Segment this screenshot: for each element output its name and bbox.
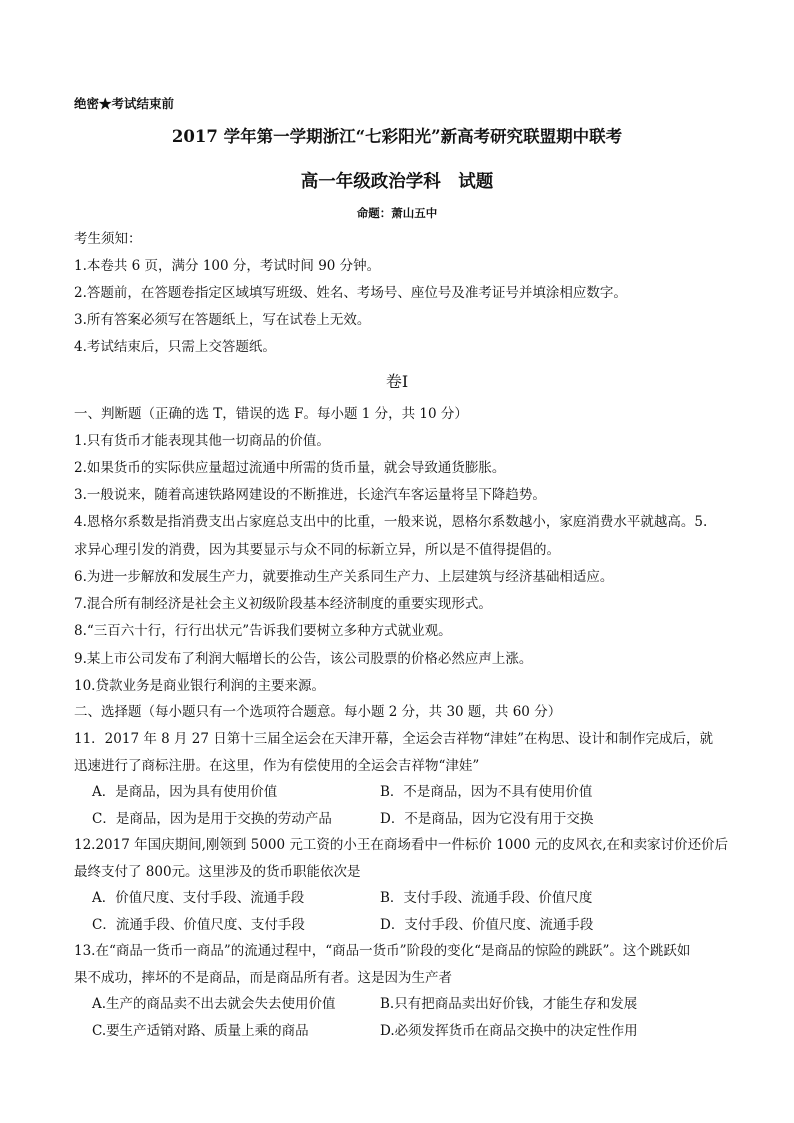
confidential-tag: 绝密★考试结束前 <box>74 96 175 111</box>
option-b: B．不是商品，因为不具有使用价值 <box>380 784 593 800</box>
judgment-item: 1.只有货币才能表现其他一切商品的价值。 <box>74 433 330 449</box>
section2-heading: 二、选择题（每小题只有一个选项符合题意。每小题 2 分，共 30 题，共 60 分） <box>74 704 562 720</box>
question-stem: 11．2017 年 8 月 27 日第十三届全运会在天津开幕，全运会吉祥物“津娃”在构思、设计和制作完成后，就 <box>74 731 714 747</box>
section1-heading: 一、判断题（正确的选 T，错误的选 F。每小题 1 分，共 10 分） <box>74 406 468 422</box>
option-b: B．支付手段、流通手段、价值尺度 <box>380 890 593 906</box>
notice-item: 4.考试结束后，只需上交答题纸。 <box>74 339 276 355</box>
option-d: D．不是商品，因为它没有用于交换 <box>380 811 594 827</box>
question-stem: 迅速进行了商标注册。在这里，作为有偿使用的全运会吉祥物“津娃” <box>74 758 480 774</box>
judgment-item: 2.如果货币的实际供应量超过流通中所需的货币量，就会导致通货膨胀。 <box>74 460 506 476</box>
notice-item: 3.所有答案必须写在答题纸上，写在试卷上无效。 <box>74 312 371 328</box>
judgment-item: 10.贷款业务是商业银行利润的主要来源。 <box>74 678 325 694</box>
option-d: D.必须发挥货币在商品交换中的决定性作用 <box>380 1023 638 1039</box>
exam-subtitle: 高一年级政治学科 试题 <box>300 172 494 192</box>
option-c: C．流通手段、价值尺度、支付手段 <box>92 917 305 933</box>
judgment-item: 6.为进一步解放和发展生产力，就要推动生产关系同生产力、上层建筑与经济基础相适应。 <box>74 569 614 585</box>
volume-label: 卷Ⅰ <box>385 372 409 391</box>
judgment-item: 4.恩格尔系数是指消费支出占家庭总支出中的比重，一般来说，恩格尔系数越小，家庭消费水平就越高。5. <box>74 514 708 530</box>
judgment-item: 9.某上市公司发布了利润大幅增长的公告，该公司股票的价格必然应声上涨。 <box>74 651 533 667</box>
option-c: C．是商品，因为是用于交换的劳动产品 <box>92 811 332 827</box>
question-stem: 13.在“商品一货币一商品”的流通过程中，“商品一货币”阶段的变化“是商品的惊险的跳跃”。这个跳跃如 <box>74 943 691 959</box>
option-d: D．支付手段、价值尺度、流通手段 <box>380 917 594 933</box>
question-stem: 果不成功，摔坏的不是商品，而是商品所有者。这是因为生产者 <box>74 970 452 986</box>
notice-item: 2.答题前，在答题卷指定区域填写班级、姓名、考场号、座位号及准考证号并填涂相应数字。 <box>74 285 627 301</box>
judgment-item: 8.“三百六十行，行行出状元”告诉我们要树立多种方式就业观。 <box>74 623 452 639</box>
notice-item: 1.本卷共 6 页，满分 100 分，考试时间 90 分钟。 <box>74 258 381 274</box>
notice-heading: 考生须知： <box>74 231 142 247</box>
option-a: A．价值尺度、支付手段、流通手段 <box>92 890 305 906</box>
exam-title: 2017 学年第一学期浙江“七彩阳光”新高考研究联盟期中联考 <box>171 127 623 146</box>
exam-author: 命题：萧山五中 <box>356 206 438 220</box>
option-b: B.只有把商品卖出好价钱，才能生存和发展 <box>380 996 638 1012</box>
option-a: A.生产的商品卖不出去就会失去使用价值 <box>92 996 336 1012</box>
option-a: A．是商品，因为具有使用价值 <box>92 784 278 800</box>
judgment-item: 7.混合所有制经济是社会主义初级阶段基本经济制度的重要实现形式。 <box>74 596 492 612</box>
judgment-item: 3.一般说来，随着高速铁路网建设的不断推进，长途汽车客运量将呈下降趋势。 <box>74 487 546 503</box>
judgment-item: 求异心理引发的消费，因为其要显示与众不同的标新立异，所以是不值得提倡的。 <box>74 542 560 558</box>
question-stem: 12.2017 年国庆期间,刚领到 5000 元工资的小王在商场看中一件标价 1000 元的皮风衣,在和卖家讨价还价后 <box>74 837 729 853</box>
option-c: C.要生产适销对路、质量上乘的商品 <box>92 1023 309 1039</box>
question-stem: 最终支付了 800元。这里涉及的货币职能依次是 <box>74 864 361 880</box>
